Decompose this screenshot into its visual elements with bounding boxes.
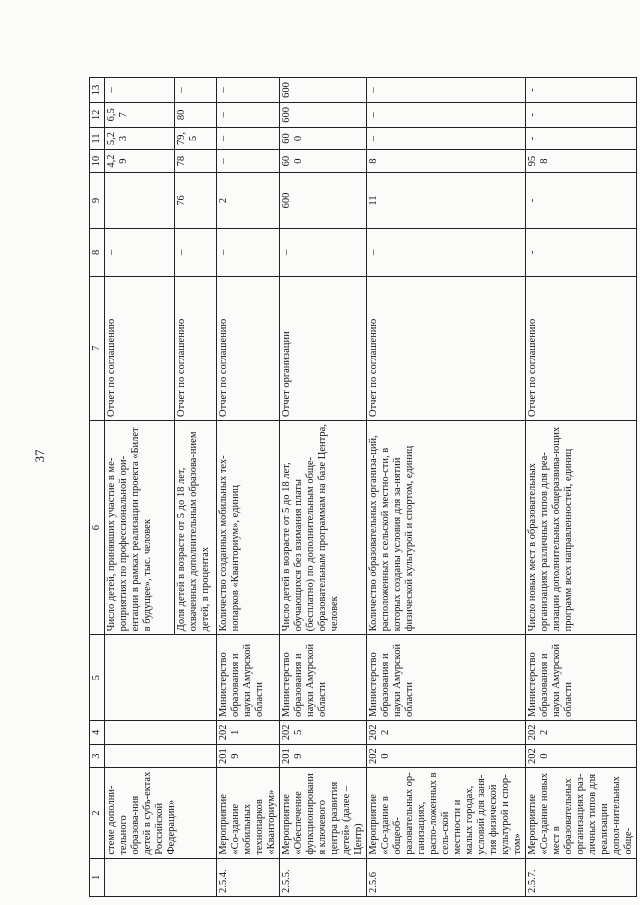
executor [105, 635, 217, 721]
value-col-13: – [367, 78, 526, 103]
start-year: 2020 [367, 744, 526, 768]
indicator-source: Отчет по соглашению [526, 276, 637, 420]
value-col-10: 4,29 [105, 150, 175, 173]
col-header-7: 7 [90, 276, 105, 420]
value-col-8: – [105, 229, 175, 276]
col-header-13: 13 [90, 78, 105, 103]
col-header-10: 10 [90, 150, 105, 173]
measure-name: Мероприятие «Со-здание мобильных технопарков «Кванториум» [217, 768, 280, 858]
value-col-9: 2 [217, 172, 280, 228]
value-col-8: - [526, 229, 637, 276]
indicator-text: Количество созданных мобильных тех-нопарков «Кванториум», единиц [217, 420, 280, 634]
value-col-11: 5,23 [105, 127, 175, 150]
table-body [90, 78, 637, 897]
page-number: 37 [32, 449, 47, 463]
end-year: 2025 [280, 721, 367, 745]
value-col-9: 76 [175, 172, 217, 228]
table-rotated-container [89, 77, 634, 897]
measure-name: Мероприятие «Со-здание в общеоб-разовательных ор-ганизациях, распо-ложенных в сель-ской местности и малых городах, условий для заня-тия физической культурой и спор-том» [367, 768, 526, 858]
measure-number: 2.5.7. [526, 858, 637, 896]
indicator-source: Отчет по соглашению [217, 276, 280, 420]
col-header-3: 3 [90, 744, 105, 768]
measure-name: Мероприятие «Обеспечение функционирования ключевого центра развития детей» (далее – Центр) [280, 768, 367, 858]
value-col-12: – [367, 102, 526, 127]
value-col-12: - [526, 102, 637, 127]
value-col-11: - [526, 127, 637, 150]
col-header-11: 11 [90, 127, 105, 150]
measure-name: стеме дополни-тельного образова-ния детей в субъ-ектах Российской Федерации» [105, 768, 217, 858]
value-col-10: 78 [175, 150, 217, 173]
start-year: 2019 [217, 744, 280, 768]
indicator-text: Число детей, принявших участие в ме-роприятиях по профессиональной ори-ентации в рамках реализации проекта «Билет в будущее», тыс. человек [105, 420, 175, 634]
measure-name: Мероприятие «Со-здание новых мест в образовательных организациях раз-личных типов для реализации допол-нительных обще- [526, 768, 637, 858]
executor: Министерство образования и науки Амурской области [526, 635, 637, 721]
indicator-text: Число новых мест в образовательных организациях различных типов для реа-лизации дополнительных общеразвива-ющих программ всех направленностей, единиц [526, 420, 637, 634]
value-col-12: – [217, 102, 280, 127]
value-col-13: – [217, 78, 280, 103]
measure-number: 2.5.4. [217, 858, 280, 896]
executor: Министерство образования и науки Амурской области [217, 635, 280, 721]
table-viewport [89, 77, 634, 897]
indicator-source: Отчет по соглашению [105, 276, 175, 420]
value-col-12: 6,57 [105, 102, 175, 127]
value-col-11: – [367, 127, 526, 150]
value-col-9 [105, 172, 175, 228]
value-col-10: 958 [526, 150, 637, 173]
indicator-text: Количество образовательных организа-ций, расположенных в сельской местно-сти, в которых созданы условия для за-нятий физической культурой и спортом, единиц [367, 420, 526, 634]
value-col-10: 600 [280, 150, 367, 173]
value-col-11: – [217, 127, 280, 150]
table-row [367, 78, 526, 897]
col-header-6: 6 [90, 420, 105, 634]
value-col-13: – [175, 78, 217, 103]
value-col-11: 600 [280, 127, 367, 150]
end-year: 2021 [217, 721, 280, 745]
value-col-13: 600 [280, 78, 367, 103]
indicator-text: Число детей в возрасте от 5 до 18 лет, обучающихся без взимания платы (бесплатно) по дополнительным обще-образовательным программам на базе Центра, человек [280, 420, 367, 634]
program-measures-table [89, 77, 637, 897]
table-row [105, 78, 175, 897]
value-col-12: 80 [175, 102, 217, 127]
measure-number: 2.5.6 [367, 858, 526, 896]
value-col-8: – [280, 229, 367, 276]
indicator-source: Отчет по соглашению [175, 276, 217, 420]
value-col-8: – [175, 229, 217, 276]
value-col-9: - [526, 172, 637, 228]
indicator-text: Доля детей в возрасте от 5 до 18 лет, охваченных дополнительным образова-нием детей, в процентах [175, 420, 217, 634]
end-year [105, 721, 217, 745]
executor: Министерство образования и науки Амурской области [280, 635, 367, 721]
indicator-source: Отчет по соглашению [367, 276, 526, 420]
start-year: 2020 [526, 744, 637, 768]
value-col-11: 79,5 [175, 127, 217, 150]
start-year: 2019 [280, 744, 367, 768]
col-header-1: 1 [90, 858, 105, 896]
table-row [217, 78, 280, 897]
value-col-10: – [217, 150, 280, 173]
col-header-4: 4 [90, 721, 105, 745]
col-header-8: 8 [90, 229, 105, 276]
measure-number: 2.5.5. [280, 858, 367, 896]
table-row [526, 78, 637, 897]
col-header-5: 5 [90, 635, 105, 721]
col-header-9: 9 [90, 172, 105, 228]
value-col-10: 8 [367, 150, 526, 173]
table-row [280, 78, 367, 897]
value-col-13: - [526, 78, 637, 103]
value-col-9: 600 [280, 172, 367, 228]
end-year: 2022 [526, 721, 637, 745]
value-col-8: – [367, 229, 526, 276]
value-col-8: – [217, 229, 280, 276]
column-number-header-row [90, 78, 105, 897]
indicator-source: Отчет организации [280, 276, 367, 420]
measure-number [105, 858, 217, 896]
start-year [105, 744, 217, 768]
col-header-2: 2 [90, 768, 105, 858]
value-col-12: 600 [280, 102, 367, 127]
executor: Министерство образования и науки Амурской области [367, 635, 526, 721]
value-col-9: 11 [367, 172, 526, 228]
col-header-12: 12 [90, 102, 105, 127]
value-col-13: – [105, 78, 175, 103]
end-year: 2022 [367, 721, 526, 745]
